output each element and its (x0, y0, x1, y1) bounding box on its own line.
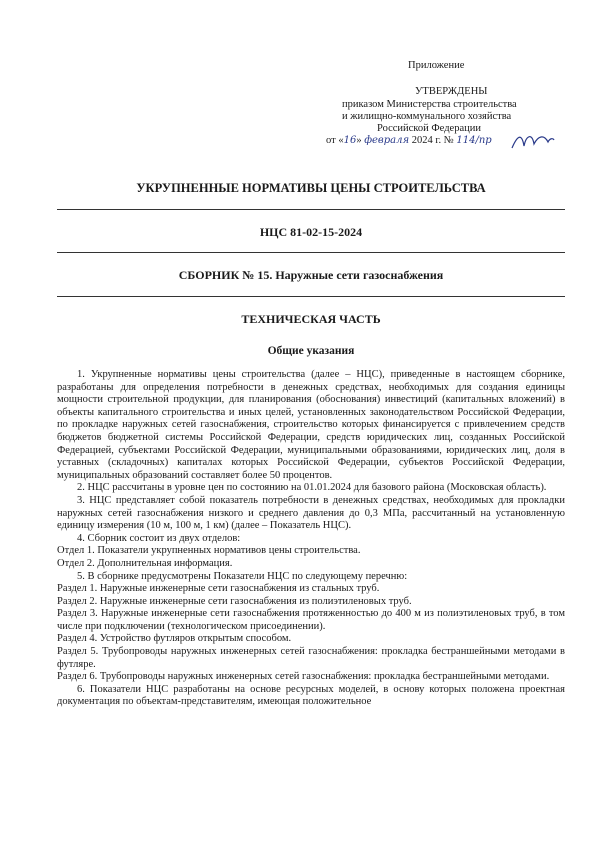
norm-code: НЦС 81-02-15-2024 (259, 225, 363, 239)
handwritten-day: 16 (343, 135, 357, 146)
department-2: Отдел 2. Дополнительная информация. (57, 557, 233, 569)
year-text: 2024 г. № (411, 135, 454, 146)
divider (57, 252, 565, 253)
approved-label: УТВЕРЖДЕНЫ (415, 86, 488, 97)
section-2: Раздел 2. Наружные инженерные сети газоснабжения из полиэтиленовых труб. (57, 595, 412, 607)
divider (57, 209, 565, 210)
section-1: Раздел 1. Наружные инженерные сети газоснабжения из стальных труб. (57, 583, 380, 595)
section-6: Раздел 6. Трубопроводы наружных инженерных сетей газоснабжения: прокладка бестраншейными методами. (57, 671, 550, 683)
paragraph-2: 2. НЦС рассчитаны в уровне цен по состоянию на 01.01.2024 для базового района (Московская область). (77, 482, 547, 494)
collection-title: СБОРНИК № 15. Наружные сети газоснабжения (178, 268, 444, 282)
annex-label: Приложение (408, 60, 465, 71)
signature-icon (510, 130, 556, 152)
handwritten-month: февраля (364, 135, 410, 146)
approval-date-line (326, 135, 492, 148)
section-4: Раздел 4. Устройство футляров открытым способом. (57, 633, 292, 645)
date-prefix: от « (326, 135, 344, 146)
paragraph-3: 3. НЦС представляет собой показатель потребности в денежных средствах, необходимых для прокладки наружных сетей газоснабжения низкого и среднего давления до 0,3 МПа, рассчитанный на установленную единицу измерения (10 м, 100 м, 1 км) (далее – Показатель НЦС). (57, 494, 565, 532)
paragraph-1: 1. Укрупненные нормативы цены строительства (далее – НЦС), приведенные в настоящем сборнике, разработаны для определения потребности в денежных средствах, необходимых для создания единицы мощности строительной продукции, для планирования (обоснования) инвестиций (капитальных вложений) в объекты капитального строительства и иных целей, установленных законодательством Российской Федерации, по прокладке наружных сетей газоснабжения, строительство которых финансируется с привлечением средств бюджетов бюджетной системы Российской Федерации, средств юридических лиц, созданных Российской Федерацией, субъектами Российской Федерации, муниципальными образованиями, юридических лиц, доля в уставных (складочных) капиталах которых Российской Федерации, субъектов Российской Федерации, муниципальных образований составляет более 50 процентов. (57, 369, 565, 481)
divider (57, 296, 565, 297)
paragraph-6: 6. Показатели НЦС разработаны на основе ресурсных моделей, в основу которых положена проектная документация по объектам-представителям, имеющая положительное (57, 683, 565, 708)
approval-line-1: приказом Министерства строительства (342, 99, 517, 110)
main-title: УКРУПНЕННЫЕ НОРМАТИВЫ ЦЕНЫ СТРОИТЕЛЬСТВА (136, 181, 486, 195)
approval-line-2: и жилищно-коммунального хозяйства (342, 111, 512, 122)
section-5: Раздел 5. Трубопроводы наружных инженерных сетей газоснабжения: прокладка бестраншейными методами в футляре. (57, 646, 565, 670)
technical-part-heading: ТЕХНИЧЕСКАЯ ЧАСТЬ (241, 312, 381, 326)
handwritten-number: 114/пр (456, 135, 492, 146)
department-1: Отдел 1. Показатели укрупненных нормативов цены строительства. (57, 545, 361, 557)
date-mid: » (356, 135, 362, 146)
paragraph-5: 5. В сборнике предусмотрены Показатели НЦС по следующему перечню: (77, 570, 408, 582)
general-instructions-heading: Общие указания (267, 345, 355, 357)
section-3: Раздел 3. Наружные инженерные сети газоснабжения протяженностью до 400 м из полиэтиленовых труб, в том числе при подключении (технологическом присоединении). (57, 608, 565, 632)
paragraph-4: 4. Сборник состоит из двух отделов: (77, 532, 241, 544)
approval-line-3: Российской Федерации (377, 123, 481, 134)
document-body (57, 369, 565, 709)
